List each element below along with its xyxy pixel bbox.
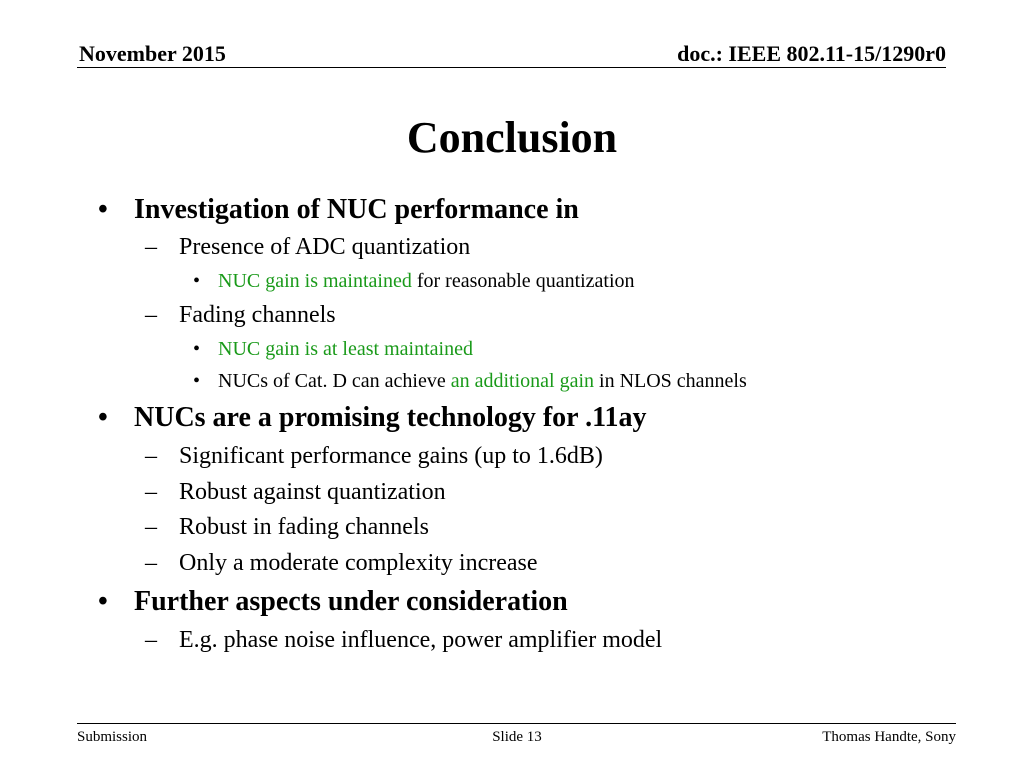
bullet-1-1-text: Presence of ADC quantization: [179, 234, 471, 260]
header-doc-id: doc.: IEEE 802.11-15/1290r0: [677, 41, 946, 66]
bullet-marker: •: [98, 402, 108, 433]
bullet-marker: •: [98, 586, 108, 617]
bullet-1-text: Investigation of NUC performance in: [134, 194, 579, 225]
sub-bullet-marker: •: [193, 338, 201, 360]
dash-marker: –: [145, 479, 157, 505]
dash-marker: –: [145, 234, 157, 260]
bullet-marker: •: [98, 194, 108, 225]
dash-marker: –: [145, 550, 157, 576]
plain-text: in NLOS channels: [594, 370, 747, 392]
footer-submission: Submission: [77, 729, 148, 745]
slide-title: Conclusion: [406, 113, 618, 162]
bullet-3-text: Further aspects under consideration: [134, 586, 568, 617]
highlight-text: an additional gain: [450, 370, 595, 392]
header-date: November 2015: [79, 41, 226, 66]
dash-marker: –: [145, 627, 157, 653]
sub-bullet-marker: •: [193, 370, 201, 392]
footer-author: Thomas Handte, Sony: [822, 729, 956, 745]
sub-bullet-marker: •: [193, 270, 201, 292]
bullet-2-1-text: Significant performance gains (up to 1.6dB): [179, 443, 603, 469]
bullet-2-2-text: Robust against quantization: [179, 479, 446, 505]
dash-marker: –: [145, 514, 157, 540]
bullet-2-4-text: Only a moderate complexity increase: [179, 550, 538, 576]
bullet-1-2-1-text: NUC gain is at least maintained: [218, 338, 473, 360]
dash-marker: –: [145, 302, 157, 328]
highlight-text: NUC gain is maintained: [218, 270, 412, 292]
bullet-1-2-2-text: [218, 368, 747, 394]
plain-text: for reasonable quantization: [411, 270, 635, 292]
dash-marker: –: [145, 443, 157, 469]
bullet-2-text: NUCs are a promising technology for .11ay: [134, 402, 647, 433]
bullet-2-3-text: Robust in fading channels: [179, 514, 429, 540]
footer-slide-number: Slide 13: [492, 729, 542, 745]
bullet-1-2-text: Fading channels: [179, 302, 336, 328]
plain-text: NUCs of Cat. D can achieve: [218, 370, 451, 392]
bullet-3-1-text: E.g. phase noise influence, power amplifier model: [179, 627, 663, 653]
footer-divider: [77, 723, 956, 724]
bullet-1-1-1-text: [218, 268, 635, 294]
